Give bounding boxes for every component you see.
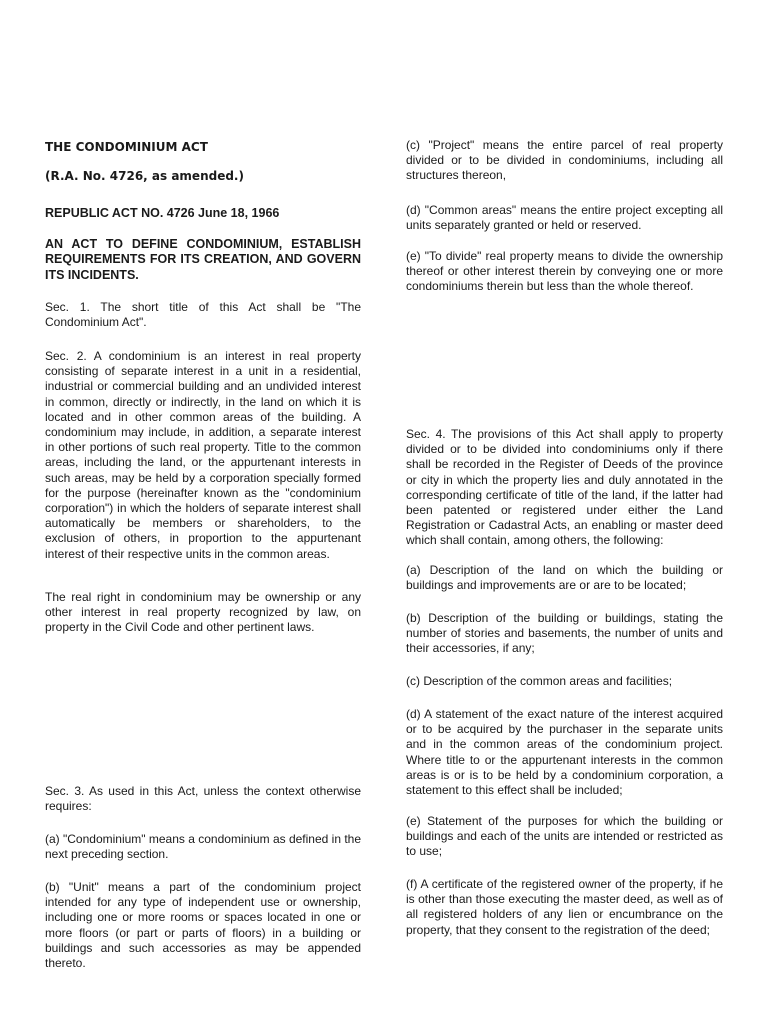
section-3-item-d: (d) "Common areas" means the entire project excepting all units separately granted or held or reserved. [406,203,723,233]
document-title: THE CONDOMINIUM ACT [45,140,208,154]
section-3: Sec. 3. As used in this Act, unless the context otherwise requires: [45,784,361,814]
section-4-item-c: (c) Description of the common areas and facilities; [406,674,673,688]
section-1: Sec. 1. The short title of this Act shall be "The Condominium Act". [45,300,361,330]
section-3-item-c: (c) "Project" means the entire parcel of real property divided or to be divided in condominiums, including all structures thereon, [406,138,723,183]
section-4: Sec. 4. The provisions of this Act shall apply to property divided or to be divided into condominiums only if there shall be recorded in the Register of Deeds of the province or city in which the property lies and duly annotated in the corresponding certificate of title of the land, if the latter had been patented or registered under either the Land Registration or Cadastral Acts, an enabling or master deed which shall contain, among others, the following: [406,427,723,548]
section-4-item-e: (e) Statement of the purposes for which the building or buildings and each of the units are intended or restricted as to use; [406,814,723,859]
section-4-item-d: (d) A statement of the exact nature of the interest acquired or to be acquired by the purchaser in the separate units and in the common areas of the condominium project. Where title to or the appurtenant interests in the common areas is or is to be held by a condominium corporation, a statement to this effect shall be included; [406,707,723,798]
section-2: Sec. 2. A condominium is an interest in real property consisting of separate interest in a unit in a residential, industrial or commercial building and an undivided interest in common, directly or indirectly, in the land on which it is located and in other common areas of the building. A condominium may include, in addition, a separate interest in other portions of such real property. Title to the common areas, including the land, or the appurtenant interests in such areas, may be held by a corporation specially formed for the purpose (hereinafter known as the "condominium corporation") in which the holders of separate interest shall automatically be members or shareholders, to the exclusion of others, in proportion to the appurtenant interest of their respective units in the common areas. [45,349,361,561]
section-3-item-b: (b) "Unit" means a part of the condominium project intended for any type of independent use or ownership, including one or more rooms or spaces located in one or more floors (or part or parts of floors) in a building or buildings and such accessories as may be appended thereto. [45,880,361,971]
section-3-item-a: (a) "Condominium" means a condominium as defined in the next preceding section. [45,832,362,862]
document-subtitle: (R.A. No. 4726, as amended.) [45,169,244,183]
section-3-item-e: (e) "To divide" real property means to divide the ownership thereof or other interest therein by conveying one or more condominiums therein but less than the whole thereof. [406,249,723,294]
section-4-item-b: (b) Description of the building or buildings, stating the number of stories and basements, the number of units and their accessories, if any; [406,611,723,656]
republic-act-heading: REPUBLIC ACT NO. 4726 June 18, 1966 [45,206,280,220]
section-4-item-f: (f) A certificate of the registered owner of the property, if he is other than those executing the master deed, as well as of all registered holders of any lien or encumbrance on the property, that they consent to the registration of the deed; [406,877,723,937]
act-heading: AN ACT TO DEFINE CONDOMINIUM, ESTABLISH REQUIREMENTS FOR ITS CREATION, AND GOVERN ITS INCIDENTS. [45,237,361,282]
section-2-paragraph-2: The real right in condominium may be ownership or any other interest in real property recognized by law, on property in the Civil Code and other pertinent laws. [45,590,361,635]
section-4-item-a: (a) Description of the land on which the building or buildings and improvements are or are to be located; [406,563,723,593]
